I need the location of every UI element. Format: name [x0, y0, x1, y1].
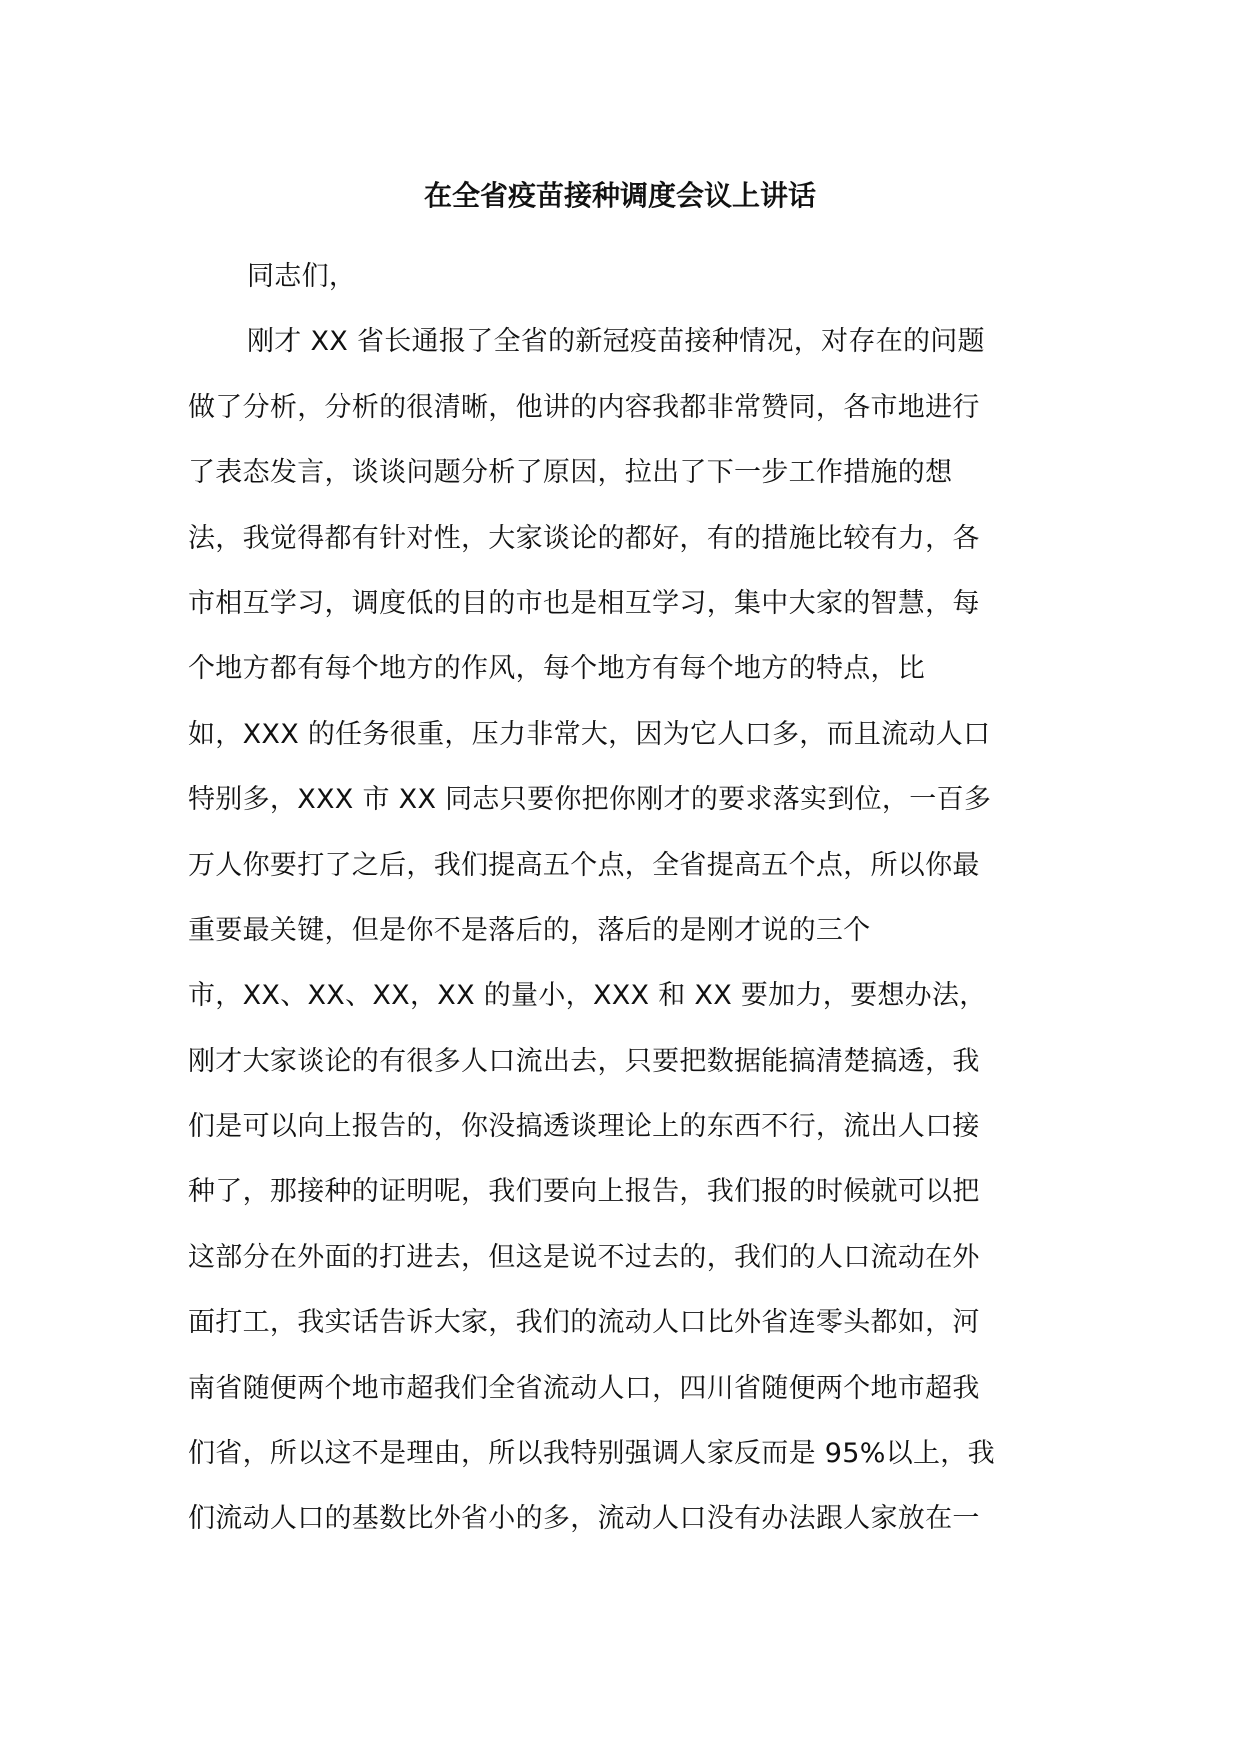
paragraph-line: 们是可以向上报告的，你没搞透谈理论上的东西不行，流出人口接 — [188, 1111, 980, 1143]
paragraph-line: 了表态发言，谈谈问题分析了原因，拉出了下一步工作措施的想 — [188, 457, 953, 489]
paragraph-line: 市相互学习，调度低的目的市也是相互学习，集中大家的智慧，每 — [188, 587, 980, 619]
paragraph-line: 特别多，XXX 市 XX 同志只要你把你刚才的要求落实到位，一百多 — [188, 784, 992, 816]
paragraph-line: 如，XXX 的任务很重，压力非常大，因为它人口多，而且流动人口 — [188, 718, 991, 750]
paragraph-line: 做了分析，分析的很清晰，他讲的内容我都非常赞同，各市地进行 — [188, 391, 980, 423]
document-title: 在全省疫苗接种调度会议上讲话 — [423, 179, 816, 212]
paragraph-line: 南省随便两个地市超我们全省流动人口，四川省随便两个地市超我 — [188, 1372, 980, 1404]
paragraph-line: 重要最关键，但是你不是落后的，落后的是刚才说的三个 — [188, 914, 871, 946]
paragraph-line: 市，XX、XX、XX，XX 的量小，XXX 和 XX 要加力，要想办法， — [188, 980, 987, 1012]
paragraph-line: 万人你要打了之后，我们提高五个点，全省提高五个点，所以你最 — [188, 849, 980, 881]
salutation: 同志们， — [247, 261, 357, 292]
paragraph-line: 面打工，我实话告诉大家，我们的流动人口比外省连零头都如，河 — [188, 1307, 980, 1339]
paragraph-line: 这部分在外面的打进去，但这是说不过去的，我们的人口流动在外 — [188, 1241, 980, 1273]
paragraph-line: 们省，所以这不是理由，所以我特别强调人家反而是 95%以上，我 — [188, 1438, 995, 1470]
paragraph-line: 刚才 XX 省长通报了全省的新冠疫苗接种情况，对存在的问题 — [247, 326, 985, 358]
paragraph-line: 个地方都有每个地方的作风，每个地方有每个地方的特点，比 — [188, 653, 926, 685]
paragraph-line: 法，我觉得都有针对性，大家谈论的都好，有的措施比较有力，各 — [188, 522, 980, 554]
paragraph-line: 种了，那接种的证明呢，我们要向上报告，我们报的时候就可以把 — [188, 1176, 980, 1208]
paragraph-line: 刚才大家谈论的有很多人口流出去，只要把数据能搞清楚搞透，我 — [188, 1045, 980, 1077]
document-body — [188, 244, 1068, 1552]
paragraph-line: 们流动人口的基数比外省小的多，流动人口没有办法跟人家放在一 — [188, 1503, 980, 1535]
